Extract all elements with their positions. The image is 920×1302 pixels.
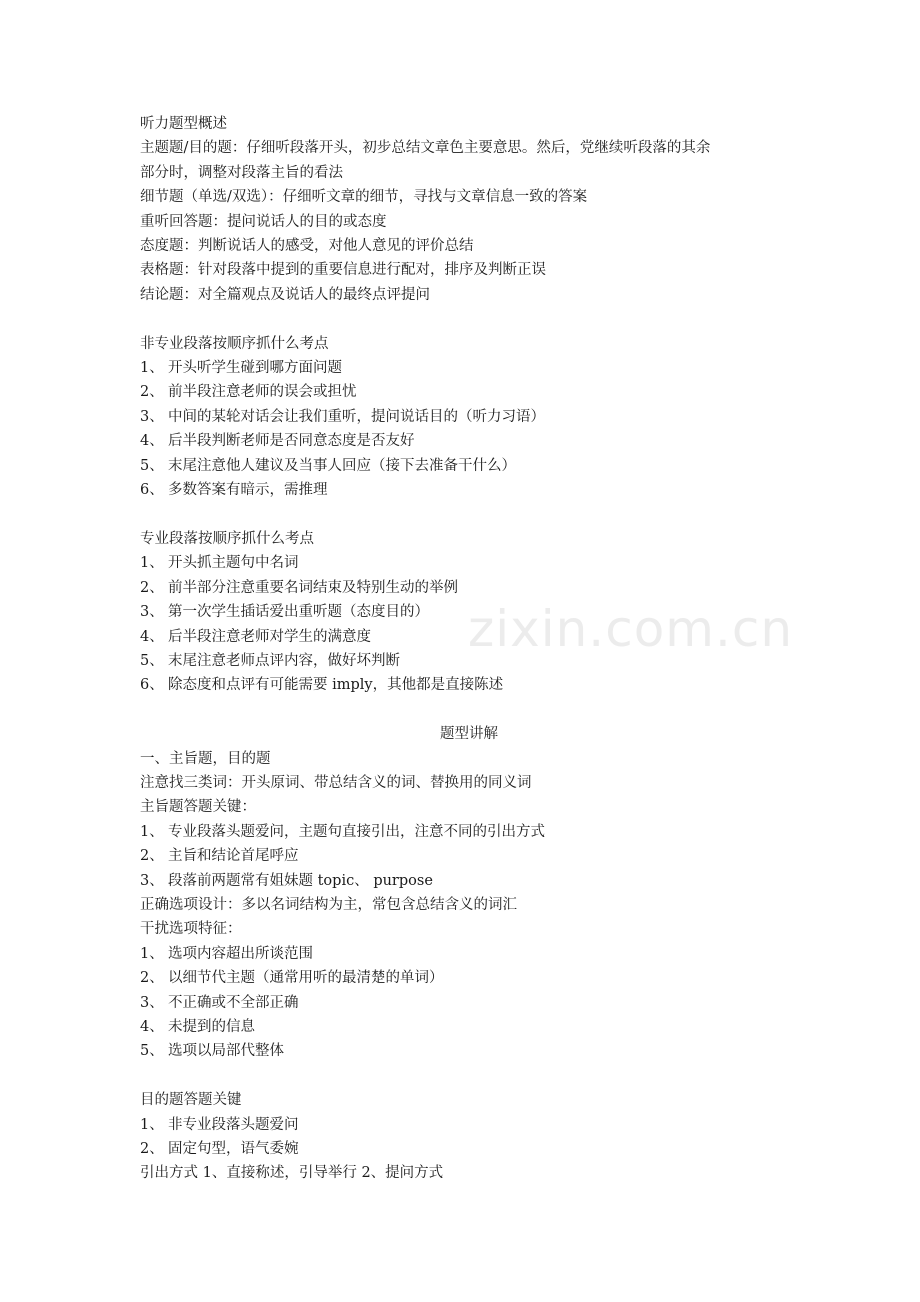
pro-heading: 专业段落按顺序抓什么考点: [140, 530, 314, 547]
list-text: 固定句型，语气委婉: [168, 1141, 299, 1157]
list-text: 后半段注意老师对学生的满意度: [168, 628, 371, 645]
list-item: [140, 1039, 790, 1063]
spacer: [140, 1064, 790, 1088]
list-text: 不正确或不全部正确: [168, 994, 299, 1011]
list-item: [140, 454, 790, 478]
list-number: 2、: [140, 1141, 164, 1157]
list-number: 1、: [140, 1116, 164, 1133]
list-number: 2、: [140, 970, 164, 987]
list-text: 段落前两题常有姐妹题 topic、 purpose: [168, 872, 433, 889]
lead-methods: 引出方式 1、直接称述，引导举行 2、提问方式: [140, 1165, 444, 1182]
document-body: [140, 112, 790, 1186]
list-text: 开头抓主题句中名词: [168, 555, 299, 572]
distractor-heading: 干扰选项特征：: [140, 921, 242, 938]
main-question-line-1: 主题题/目的题：仔细听段落开头，初步总结文章色主要意思。然后，党继续听段落的其余: [140, 140, 711, 157]
list-number: 2、: [140, 848, 164, 865]
key-heading: 主旨题答题关键：: [140, 799, 256, 816]
list-item: [140, 1015, 790, 1039]
list-item: [140, 820, 790, 844]
list-number: 4、: [140, 628, 164, 645]
list-text: 后半段判断老师是否同意态度是否友好: [168, 433, 415, 450]
list-text: 专业段落头题爱问，主题句直接引出，注意不同的引出方式: [168, 823, 545, 840]
list-text: 非专业段落头题爱问: [168, 1116, 299, 1133]
spacer: [140, 502, 790, 526]
list-text: 开头听学生碰到哪方面问题: [168, 360, 342, 377]
list-text: 主旨和结论首尾呼应: [168, 848, 299, 865]
list-text: 选项以局部代整体: [168, 1043, 284, 1060]
list-item: [140, 649, 790, 673]
list-text: 末尾注意他人建议及当事人回应（接下去准备干什么）: [168, 457, 516, 474]
watermark: zixin.com.cn: [468, 600, 794, 658]
list-item: [140, 1113, 790, 1137]
list-number: 3、: [140, 872, 164, 889]
list-number: 1、: [140, 360, 164, 377]
conclusion-question: 结论题：对全篇观点及说话人的最终点评提问: [140, 286, 430, 303]
list-item: [140, 942, 790, 966]
overview-heading: 听力题型概述: [140, 116, 227, 132]
list-text: 中间的某轮对话会让我们重听，提问说话目的（听力习语）: [168, 408, 545, 425]
detail-question: 细节题（单选/双选）：仔细听文章的细节，寻找与文章信息一致的答案: [140, 189, 588, 206]
list-number: 1、: [140, 555, 164, 572]
list-item: [140, 966, 790, 990]
list-number: 1、: [140, 823, 164, 840]
list-item: [140, 844, 790, 868]
list-number: 3、: [140, 408, 164, 425]
list-item: [140, 673, 790, 697]
replay-question: 重听回答题：提问说话人的目的或态度: [140, 213, 387, 230]
list-item: [140, 600, 790, 624]
list-number: 1、: [140, 945, 164, 962]
list-text: 前半段注意老师的误会或担忧: [168, 384, 357, 401]
list-number: 4、: [140, 433, 164, 450]
list-number: 3、: [140, 994, 164, 1011]
explain-title: 题型讲解: [440, 726, 498, 743]
purpose-heading: 目的题答题关键: [140, 1092, 242, 1109]
main-question-line-2: 部分时，调整对段落主旨的看法: [140, 164, 343, 181]
attitude-question: 态度题：判断说话人的感受，对他人意见的评价总结: [140, 238, 474, 255]
list-item: [140, 429, 790, 453]
list-text: 未提到的信息: [168, 1018, 255, 1035]
list-item: [140, 625, 790, 649]
nonpro-heading: 非专业段落按顺序抓什么考点: [140, 335, 329, 352]
list-text: 末尾注意老师点评内容，做好坏判断: [168, 652, 400, 669]
list-text: 除态度和点评有可能需要 imply，其他都是直接陈述: [168, 677, 504, 694]
list-item: [140, 576, 790, 600]
correct-option-design: 正确选项设计：多以名词结构为主，常包含总结含义的词汇: [140, 896, 517, 913]
section-heading: 一、主旨题，目的题: [140, 750, 271, 767]
list-item: [140, 1137, 790, 1161]
list-number: 6、: [140, 677, 164, 694]
list-text: 以细节代主题（通常用听的最清楚的单词）: [168, 970, 444, 987]
list-number: 4、: [140, 1018, 164, 1035]
list-number: 5、: [140, 1043, 164, 1060]
list-number: 6、: [140, 482, 164, 499]
list-number: 5、: [140, 457, 164, 474]
list-number: 5、: [140, 652, 164, 669]
list-text: 前半部分注意重要名词结束及特别生动的举例: [168, 579, 458, 596]
list-item: [140, 405, 790, 429]
list-item: [140, 869, 790, 893]
list-item: [140, 991, 790, 1015]
list-text: 多数答案有暗示，需推理: [168, 482, 328, 499]
three-words-note: 注意找三类词：开头原词、带总结含义的词、替换用的同义词: [140, 774, 532, 791]
list-number: 2、: [140, 579, 164, 596]
spacer: [140, 307, 790, 331]
spacer: [140, 698, 790, 722]
list-item: [140, 356, 790, 380]
list-item: [140, 380, 790, 404]
list-text: 选项内容超出所谈范围: [168, 945, 313, 962]
list-number: 3、: [140, 604, 164, 621]
list-item: [140, 551, 790, 575]
list-number: 2、: [140, 384, 164, 401]
list-text: 第一次学生插话爱出重听题（态度目的）: [168, 604, 429, 621]
list-item: [140, 478, 790, 502]
table-question: 表格题：针对段落中提到的重要信息进行配对，排序及判断正误: [140, 262, 546, 279]
